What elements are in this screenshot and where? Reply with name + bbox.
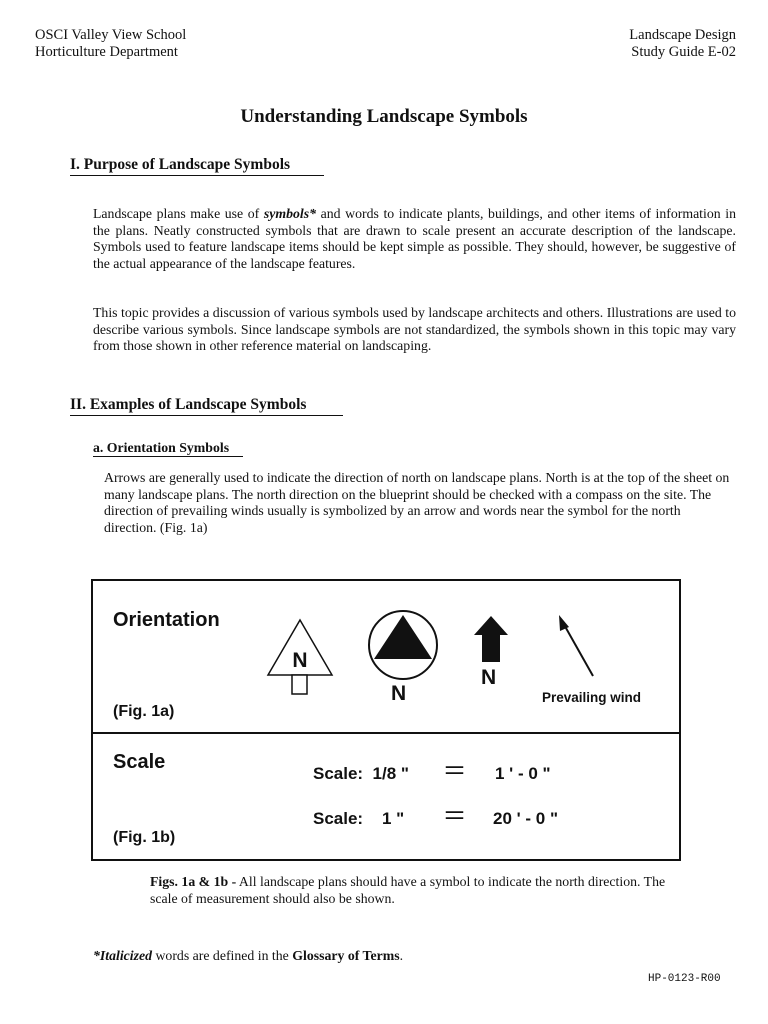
subsection-a-heading: a. Orientation Symbols [93,440,243,457]
school-name: OSCI Valley View School [35,27,187,43]
footnote-text: words are defined in the [152,948,293,963]
footnote-italic: *Italicized [93,948,153,963]
page-title: Understanding Landscape Symbols [240,106,528,127]
north-triangle-letter: N [292,649,308,672]
prevailing-wind-label: Prevailing wind [542,690,642,705]
footnote [93,948,403,964]
scale-1-prefix: Scale: 1/8 " [313,764,409,783]
figure-divider [93,732,679,734]
glossary-link-text: Glossary of Terms [292,948,400,963]
caption-text: All landscape plans should have a symbol to indicate the north direction. The scale of measurement should also be shown. [150,874,666,906]
section-2-heading: II. Examples of Landscape Symbols [70,396,343,416]
section-1-paragraph-2: This topic provides a discussion of various symbols used by landscape architects and others. Illustrations are used to describe various symbols. Since landscape symbols are not standardized, the symbols shown in this topic may vary from those shown in other reference material on landscaping. [93,305,736,354]
fig-1a-label: (Fig. 1a) [113,703,175,720]
section-1-heading: I. Purpose of Landscape Symbols [70,156,324,176]
north-arrow-letter: N [481,666,497,689]
scale-1-value: 1 ' - 0 " [495,764,551,783]
fig-1b-label: (Fig. 1b) [113,829,176,846]
scale-2-value: 20 ' - 0 " [493,809,559,828]
scale-2-prefix: Scale: 1 " [313,809,405,828]
north-triangle-icon [265,617,335,699]
figure-caption [150,874,670,907]
scale-2-equals: = [444,802,466,829]
glossary-term-symbols: symbols* [263,206,316,221]
north-arrow-icon [473,615,509,663]
caption-label: Figs. 1a & 1b - [150,874,237,889]
header-right [560,27,736,61]
p1-text-start: Landscape plans make use of [93,206,264,221]
prevailing-wind-arrow-icon [555,613,597,679]
scale-1-equals: = [444,757,466,784]
footnote-period: . [399,948,404,963]
department-name: Horticulture Department [35,44,178,60]
orientation-paragraph: Arrows are generally used to indicate the direction of north on landscape plans. North is at the top of the sheet on many landscape plans. The north direction on the blueprint should be checked with a compass on the site. The direction of prevailing winds usually is symbolized by an arrow and words near the symbol for the north direction. (Fig. 1a) [104,470,730,535]
course-name: Landscape Design [629,27,736,43]
scale-label: Scale [113,751,166,773]
north-circle-letter: N [391,682,407,705]
orientation-label: Orientation [113,609,220,631]
p1-text-end: and words to indicate plants, buildings, and other items of information in the plans. Neatly constructed symbols that are drawn to scale present an accurate description of the landscape. Symbols used to feature landscape items should be kept simple as possible. They should, however, be suggestive of the actual appearance of the landscape features. [93,206,736,271]
header-left [35,27,186,61]
document-code: HP-0123-R00 [648,973,721,985]
figure-box [91,579,681,861]
section-1-paragraph-1 [93,206,736,272]
north-circle-icon [365,607,441,683]
study-guide-id: Study Guide E-02 [631,44,736,60]
